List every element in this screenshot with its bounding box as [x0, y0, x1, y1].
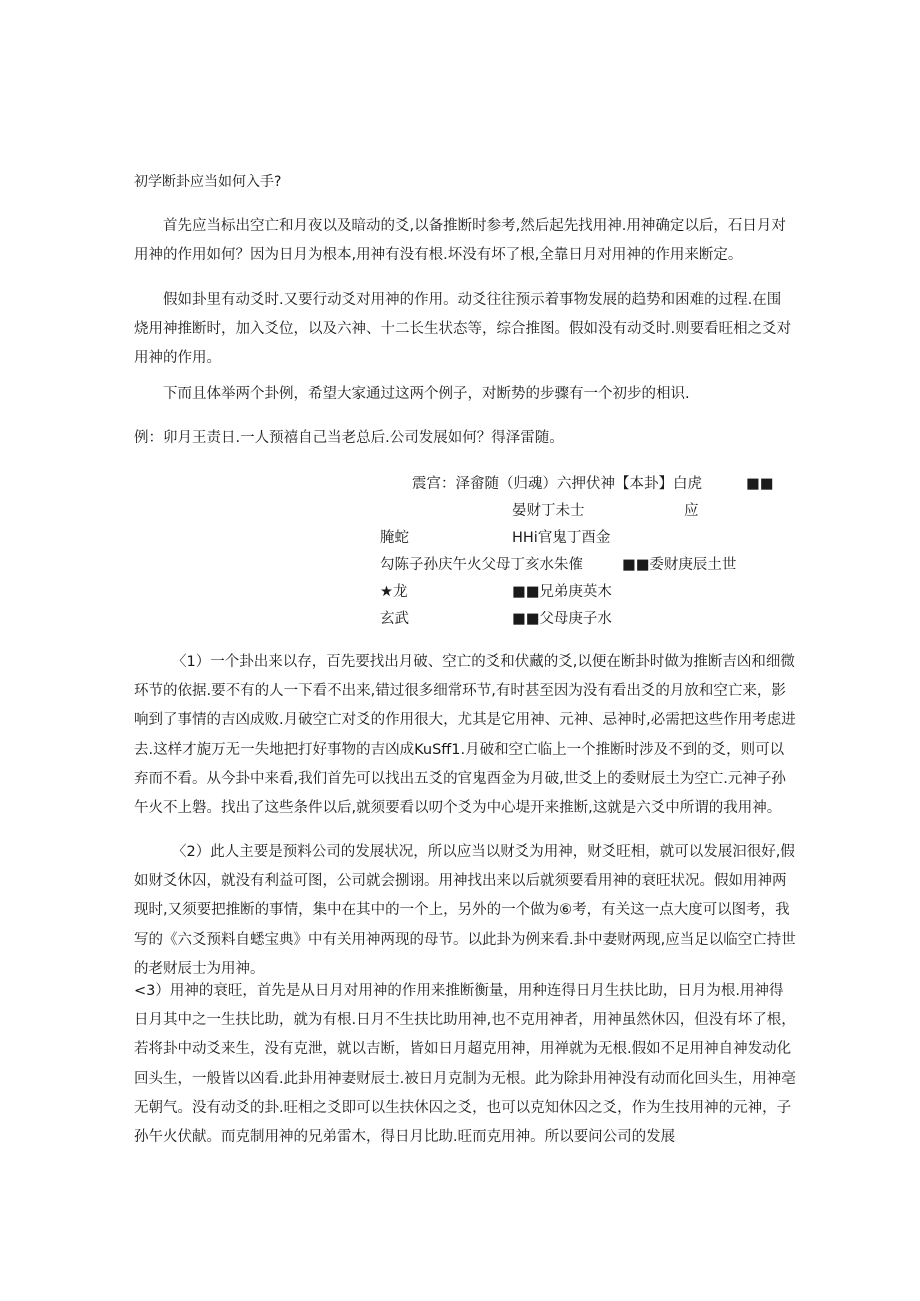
hexagram-line-6-mark: 应: [684, 503, 699, 519]
hexagram-header-mark: ■■: [746, 476, 774, 492]
document-title: 初学断卦应当如何入手?: [134, 174, 282, 190]
hexagram-line-4: 勾陈子孙庆午火父母丁亥水朱傕: [380, 557, 583, 573]
analysis-section-1: 〈1）一个卦出来以存，百先要找出月破、空亡的爻和伏藏的爻,以便在断卦时做为推断吉凶和细微环节的依据.要不有的人一下看不出来,错过很多细常环节,有时甚至因为没有看出爻的月放和空亡来，影响到了事情的吉凶成败.月破空亡对爻的作用很大，尤其是它用神、元神、忌神时,必需把这些作用考虑进去.这样才旎万无一失地把打好事物的吉凶成KuSff1.月破和空亡临上一个推断时涉及不到的爻，则可以弃而不看。从今卦中来看,我们首先可以找出五爻的官鬼酉金为月破,世爻上的委财辰土为空亡.元神子孙午火不上磐。找出了这些条件以后,就须要看以叨个爻为中心堤开来推断,这就是六爻中所谓的我用神。: [134, 654, 796, 817]
paragraph-3: 下而且体举两个卦例，希望大家通过这两个例子，对断势的步骤有一个初步的相识.: [163, 386, 690, 402]
hexagram-line-5-spirit: 腌蛇: [380, 530, 409, 546]
hexagram-line-5: HHi官鬼丁酉金: [512, 530, 611, 546]
analysis-section-2: 〈2）此人主要是预料公司的发展状况，所以应当以财爻为用神，财爻旺相，就可以发展汩很好,假如财爻休囚，就没有利益可图，公司就会捌诩。用神找出来以后就须要看用神的衰旺状况。假如用神两现时,又须要把推断的事情，集中在其中的一个上，另外的一个做为⑥考，有关这一点大度可以图考，我写的《六爻预料自蟋宝典》中有关用神两现的母节。以此卦为例来看.卦中妻财两现,应当足以临空亡持世的老财辰士为用神。: [134, 844, 796, 977]
analysis-section-3: <3）用神的衰旺，首先是从日月对用神的作用来推断衡量，用种连得日月生扶比助，日月为根.用神得日月其中之一生扶比助，就为有根.日月不生扶比助用神,也不克用神者，用神虽然休囚，但没有坏了根，若将卦中动爻来生，没有克泄，就以吉断，皆如日月超克用神，用禅就为无根.假如不足用神自神发动化回头生，一般皆以凶看.此卦用神妻财辰士.被日月克制为无根。此为除卦用神没有动而化回头生，用神亳无朝气。没有动爻的卦.旺相之爻即可以生扶休囚之爻，也可以克知休囚之爻，作为生技用神的元神，子孙午火伏献。而克制用神的兄弟雷木，得日月比助.旺而克用神。所以要问公司的发展: [134, 983, 796, 1146]
example-line: 例：卯月王责日.一人预禧自己当老总后.公司发展如何？得泽雷随。: [134, 430, 564, 446]
hexagram-line-2: ■■兄弟庚英木: [512, 584, 612, 600]
hexagram-line-3: ■■委财庚辰土世: [622, 557, 737, 573]
paragraph-2: 假如卦里有动爻时.又要行动爻对用神的作用。动爻往往预示着事物发展的趋势和困难的过程.在围烧用神推断时，加入爻位，以及六神、十二长生状态等，综合推图。假如没有动爻时.则要看旺相之爻对用神的作用。: [134, 292, 792, 366]
hexagram-line-6: 晏财丁未士: [512, 503, 585, 519]
hexagram-line-1-spirit: 玄武: [380, 611, 409, 627]
hexagram-line-1: ■■父母庚子水: [512, 611, 612, 627]
paragraph-1: 首先应当标出空亡和月夜以及暗动的爻,以备推断时参考,然后起先找用神.用神确定以后，石日月对用神的作用如何？因为日月为根本,用神有没有根.坏没有坏了根,全靠日月对用神的作用来断定。: [134, 218, 786, 263]
hexagram-line-2-spirit: ★龙: [380, 584, 408, 600]
hexagram-header: 震宫：泽畲随（归魂）六押伏神【本卦】白虎: [412, 476, 702, 492]
